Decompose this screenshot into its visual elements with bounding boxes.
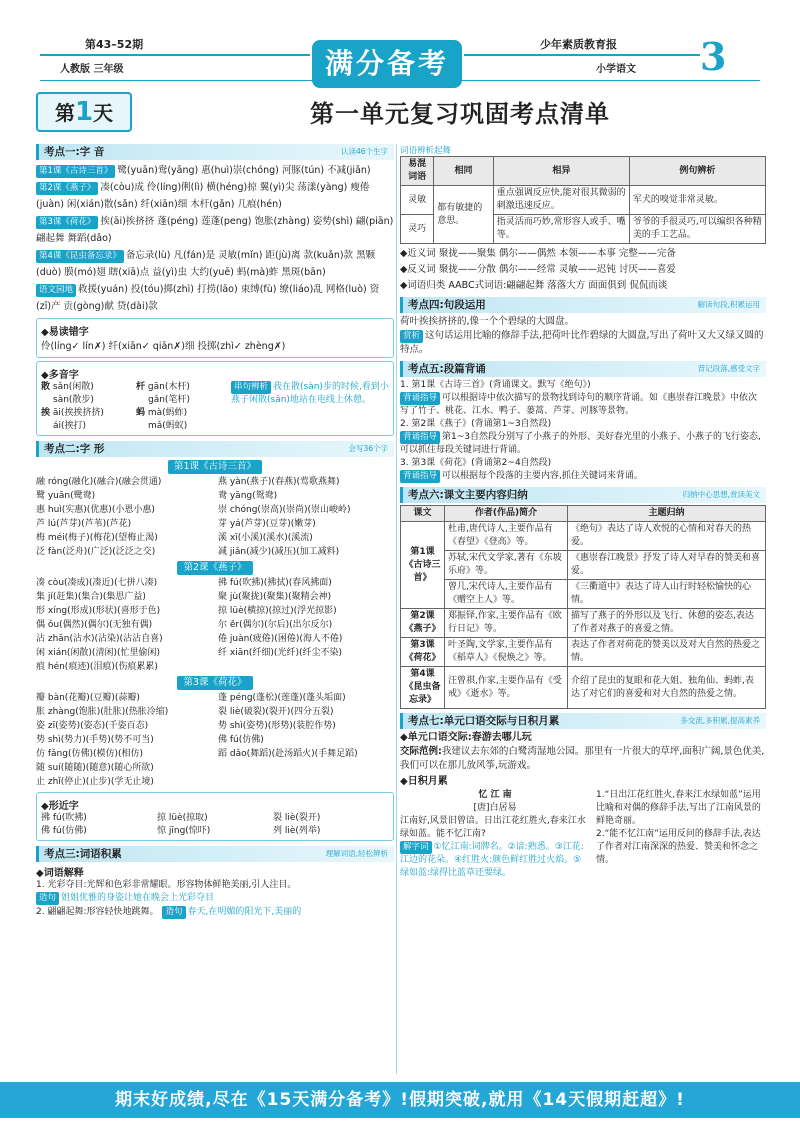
table-header: 相同 xyxy=(434,157,494,186)
guide-text: 可以根据诗中依次描写的景物找到诗句的顺序背诵。如《惠崇春江晚景》中依次写了竹子、桃花、江水、鸭子、蒌蒿、芦芽、河豚等景物。 xyxy=(400,393,758,416)
lesson-heading: 第1课《古诗三首》 xyxy=(168,460,262,474)
word-item: 凑 còu(凑成)(凑近)(七拼八凑) xyxy=(36,578,158,588)
section-oral xyxy=(400,713,766,729)
analysis-item: 1.“日出江花红胜火,春来江水绿如蓝”运用比喻和对偶的修辞手法,写出了江南风景的鲜艳奇丽。 xyxy=(596,790,761,826)
poly-char: 蚂 xyxy=(136,408,146,418)
confusing-chars-text: 伶(líng✓ lín✗) 纤(xiān✓ qiān✗)细 投掷(zhì✓ zhèng✗) xyxy=(41,341,286,352)
word-item: 形 xíng(形成)(形状)(喜形于色) xyxy=(36,606,161,616)
header-divider xyxy=(40,80,760,81)
word-item: 倦 juàn(疲倦)(困倦)(海人不倦) xyxy=(218,634,343,644)
recitation-head: 3. 第3课《荷花》(背诵第2~4自然段) xyxy=(400,458,552,468)
poly-char: 挨 xyxy=(41,408,51,418)
poly-char: 杆 xyxy=(136,382,146,392)
section-title: 考点六:课文主要内容归纳 xyxy=(408,489,528,501)
lesson-label: 语文园地 xyxy=(36,284,76,297)
word-item: 泛 fàn(泛舟)(广泛)(泛泛之交) xyxy=(36,547,156,557)
word-item: 裂 liè(破裂)(裂开)(四分五裂) xyxy=(218,707,334,717)
sentence-quote: 荷叶挨挨挤挤的,像一个个碧绿的大圆盘。 xyxy=(400,316,575,327)
poem-block xyxy=(400,789,766,880)
polyphone-title: ◆多音字 xyxy=(41,370,79,381)
word-item: 随 suí(随随)(随意)(随心所欲) xyxy=(36,763,154,773)
polyphone-item xyxy=(136,407,231,433)
guide-label: 背诵指导 xyxy=(400,431,440,444)
table-row: 第2课《燕子》 郑振铎,作家,主要作品有《欧行日记》等。 描写了燕子的外形以及飞行、休憩的姿态,表达了作者对燕子的喜爱之情。 xyxy=(401,609,766,638)
vocab-item: 1. 光彩夺目:光辉和色彩非常耀眼。形容物体鲜艳美丽,引人注目。 xyxy=(36,880,297,890)
vocab-item: 2. 翩翩起舞:形容轻快地跳舞。 xyxy=(36,907,159,917)
left-column xyxy=(36,144,394,919)
polyphone-item xyxy=(136,381,231,407)
polyphone-item xyxy=(41,381,136,407)
header-rule-right xyxy=(464,54,700,56)
similar-item: 佛 fú(仿佛) xyxy=(41,826,87,836)
word-pattern: ◆词语归类 AABC式词语:翩翩起舞 落落大方 面面俱到 侃侃而谈 xyxy=(400,280,668,291)
similar-item: 裂 liè(裂开) xyxy=(273,813,321,823)
word-item: 势 shì(势力)(手势)(势不可当) xyxy=(36,735,154,745)
word-item: 蹈 dǎo(舞蹈)(赴汤蹈火)(手舞足蹈) xyxy=(218,749,358,759)
list-item xyxy=(36,162,394,179)
summary-table xyxy=(400,505,766,709)
word-item: 集 jí(赶集)(集合)(集思广益) xyxy=(36,592,146,602)
section-title: 考点七:单元口语交际与日积月累 xyxy=(408,715,560,727)
word-item: 闲 xián(闲散)(清闲)(忙里偷闲) xyxy=(36,648,160,658)
poem-author: [唐]白居易 xyxy=(473,803,517,813)
newspaper-name: 少年素质教育报 xyxy=(540,38,617,51)
example-label: 造句 xyxy=(162,906,185,919)
word-item: 掠 lüè(横掠)(掠过)(浮光掠影) xyxy=(218,606,337,616)
lesson-label: 第2课《燕子》 xyxy=(36,182,98,195)
word-item: 芽 yá(芦芽)(豆芽)(嫩芽) xyxy=(218,519,316,529)
list-item xyxy=(36,213,394,247)
table-header: 作者(作品)简介 xyxy=(445,506,568,522)
vocab-list xyxy=(36,879,394,919)
word-item: 惠 huì(实惠)(优惠)(小恩小惠) xyxy=(36,505,155,515)
compare-table xyxy=(400,156,766,244)
issue-number: 第43–52期 xyxy=(85,38,144,51)
section-tag: 理解词语,轻松辨析 xyxy=(325,849,388,858)
example-label: 造句 xyxy=(36,892,59,905)
column-divider xyxy=(396,144,397,1074)
vocab-subtitle: ◆词语解释 xyxy=(36,868,84,879)
table-header: 例句辨析 xyxy=(629,157,765,186)
guide-label: 背诵指导 xyxy=(400,470,440,483)
recitation-list xyxy=(400,379,766,483)
synonyms: ◆近义词 聚拢——聚集 偶尔——偶然 本领——本事 完整——完备 xyxy=(400,248,676,259)
subject-label: 小学语文 xyxy=(596,64,636,75)
poly-a: āi(挨挨挤挤) xyxy=(52,408,104,418)
lesson3-words xyxy=(36,691,394,789)
section-title: 考点一:字 音 xyxy=(44,146,105,158)
poly-char: 散 xyxy=(41,382,51,392)
poem-body: 江南好,风景旧曾谙。日出江花红胜火,春来江水绿如蓝。能不忆江南? xyxy=(400,816,586,839)
analysis-label: 赏析 xyxy=(400,330,423,343)
pinyin-text: 挨(āi)挨挤挤 蓬(péng) 莲蓬(peng) 饱胀(zhàng) 姿势(shì) 翩(piān)翩起舞 舞蹈(dǎo) xyxy=(36,216,394,244)
footer-banner: 期末好成绩,尽在《15天满分备考》!假期突破,就用《14天假期赶超》! xyxy=(0,1082,800,1118)
guide-text: 可以根据每个段落的主要内容,抓住关键词来背诵。 xyxy=(442,471,643,481)
pinyin-text: 备忘录(lù) 凡(fán)是 灵敏(mǐn) 距(jù)离 款(kuǎn)款 黑颗(duò) 膜(mó)翅 瞎(xiā)点 益(yì)虫 大约(yuē) 蚂(mà)蚱 黑斑(bān) xyxy=(36,250,376,278)
table-header: 相异 xyxy=(493,157,629,186)
word-item: 融 róng(融化)(融合)(融会贯通) xyxy=(36,477,162,487)
word-item: 蓬 péng(蓬松)(莲蓬)(蓬头垢面) xyxy=(218,693,346,703)
day-suffix: 天 xyxy=(93,101,114,125)
edition-label: 人教版 三年级 xyxy=(60,64,124,75)
oral-title: ◆单元口语交际:春游去哪儿玩 xyxy=(400,732,532,743)
word-item: 沾 zhān(沾水)(沾染)(沾沾自喜) xyxy=(36,634,163,644)
section-tag: 认读46个生字 xyxy=(340,147,388,156)
section-title: 考点四:句段运用 xyxy=(408,299,486,311)
lesson-label: 第3课《荷花》 xyxy=(36,216,98,229)
word-item: 鹭 yuān(鹭鸯) xyxy=(36,491,96,501)
tip-text: 我在散(sàn)步的时候,看到小燕子闲散(sǎn)地站在电线上休憩。 xyxy=(231,382,389,405)
poly-b: sàn(散步) xyxy=(53,395,94,405)
lesson-heading: 第3课《荷花》 xyxy=(177,676,252,690)
section-tag: 多交流,多积累,提高素养 xyxy=(680,716,760,725)
poly-b: ái(挨打) xyxy=(53,421,87,431)
pinyin-text: 救援(yuán) 投(tóu)掷(zhì) 打捞(lāo) 束缚(fù) 缭(liáo)乱 网格(luò) 资(zī)产 贡(gòng)献 贷(dài)款 xyxy=(36,284,380,312)
similar-chars-title: ◆形近字 xyxy=(41,801,79,812)
word-item: 尔 ěr(偶尔)(尔后)(出尔反尔) xyxy=(218,620,333,630)
table-row: 灵敏 都有敏捷的意思。 重点强调反应快,能对很其微弱的刺激迅速反应。 军犬的嗅觉非常灵敏。 xyxy=(401,186,766,215)
oral-text: 我建议去东郊的白鹭湾湿地公园。那里有一片很大的草坪,面积广阔,景色优美,我们可以在那儿放风筝,玩游戏。 xyxy=(400,746,765,771)
day-prefix: 第 xyxy=(54,101,75,125)
lesson2-words xyxy=(36,576,394,674)
brand-logo: 满分备考 xyxy=(312,40,462,88)
guide-label: 背诵指导 xyxy=(400,392,440,405)
lesson-label: 第4课《昆虫备忘录》 xyxy=(36,250,124,263)
word-item: 止 zhǐ(停止)(止步)(学无止境) xyxy=(36,777,154,787)
confusing-chars-title: ◆易读错字 xyxy=(41,327,89,338)
section-sentence xyxy=(400,297,766,313)
similar-item: 掠 lüè(掠取) xyxy=(157,813,208,823)
section-tag: 背记段落,感受文字 xyxy=(697,364,760,373)
polyphone-grid xyxy=(41,381,231,433)
example-text: 姐姐优雅的身姿让她在晚会上光彩夺目 xyxy=(61,893,215,903)
lesson-label: 第1课《古诗三首》 xyxy=(36,165,115,178)
polyphone-tip xyxy=(231,381,389,433)
list-item xyxy=(36,247,394,281)
word-item: 纤 xiān(纤细)(光纤)(纤尘不染) xyxy=(218,648,342,658)
compare-tag: 词语辨析起舞 xyxy=(400,146,452,156)
note-text: ①忆江南:词牌名。②谙:熟悉。③江花:江边的花朵。④红胜火:颜色鲜红胜过火焰。⑤绿如蓝:绿得比蓝草还要绿。 xyxy=(400,842,584,878)
word-item: 鸯 yāng(鸳鸯) xyxy=(218,491,278,501)
word-item: 姿 zī(姿势)(姿态)(千姿百态) xyxy=(36,721,149,731)
table-row: 曾几,宋代诗人,主要作品有《赠空上人》等。 《三衢道中》表达了诗人山行时轻松愉快的心情。 xyxy=(401,580,766,609)
word-item: 胀 zhàng(饱胀)(肚胀)(热胀冷缩) xyxy=(36,707,169,717)
pronunciation-list xyxy=(36,162,394,315)
word-item: 仿 fǎng(仿佛)(模仿)(相仿) xyxy=(36,749,144,759)
poly-b: mǎ(蚂蚁) xyxy=(148,421,188,431)
list-item xyxy=(36,179,394,213)
section-recitation xyxy=(400,361,766,377)
section-tag: 解读句段,积累运用 xyxy=(697,300,760,309)
similar-item: 惊 jīng(惊吓) xyxy=(157,826,211,836)
page-title: 第一单元复习巩固考点清单 xyxy=(310,100,610,128)
table-header: 易混词语 xyxy=(401,157,434,186)
word-item: 燕 yàn(燕子)(春燕)(莺歌燕舞) xyxy=(218,477,340,487)
header-rule-left xyxy=(40,54,310,56)
day-badge xyxy=(36,92,132,132)
poem-analysis xyxy=(596,789,766,880)
table-row: 灵巧 指灵活而巧妙,常形容人或手、嘴等。 爷爷的手很灵巧,可以编织各种精美的手工艺品。 xyxy=(401,215,766,244)
poly-a: sǎn(闲散) xyxy=(52,382,94,392)
tip-label: 串句辨析 xyxy=(231,381,271,394)
similar-item: 列 liè(列举) xyxy=(273,826,321,836)
right-column xyxy=(400,144,766,880)
similar-item: 拂 fú(吹拂) xyxy=(41,813,87,823)
section-tag: 会写36个字 xyxy=(348,444,388,453)
table-row: 第1课《古诗三首》 杜甫,唐代诗人,主要作品有《春望》《登高》等。 《绝句》表达了诗人欢悦的心情和对春天的热爱。 xyxy=(401,522,766,551)
table-header: 主题归纳 xyxy=(567,506,765,522)
analysis-text: 这句话运用比喻的修辞手法,把荷叶比作碧绿的大圆盘,写出了荷叶又大又绿又圆的特点。 xyxy=(400,330,764,355)
recitation-head: 2. 第2课《燕子》(背诵第1~3自然段) xyxy=(400,419,552,429)
oral-label: 交际范例: xyxy=(400,746,442,757)
word-item: 芦 lú(芦芽)(芦苇)(芦花) xyxy=(36,519,132,529)
word-item: 溪 xī(小溪)(溪水)(溪流) xyxy=(218,533,313,543)
analysis-item: 2.“能不忆江南”运用反问的修辞手法,表达了作者对江南深深的热爱、赞美和怀念之情。 xyxy=(596,829,761,865)
section-writing xyxy=(36,441,394,457)
page-number: 3 xyxy=(700,34,727,79)
table-header: 课文 xyxy=(401,506,445,522)
poem-text-block xyxy=(400,789,590,880)
table-row: 苏轼,宋代文学家,著有《东坡乐府》等。 《惠崇春江晚景》抒发了诗人对早春的赞美和喜爱。 xyxy=(401,551,766,580)
lesson-heading: 第2课《燕子》 xyxy=(177,561,252,575)
section-title: 考点五:段篇背诵 xyxy=(408,363,486,375)
word-item: 势 shì(姿势)(形势)(装腔作势) xyxy=(218,721,336,731)
confusing-chars-box xyxy=(36,318,394,358)
section-pronunciation xyxy=(36,144,394,160)
pinyin-text: 凑(còu)成 伶(líng)俐(lì) 横(héng)掠 翼(yì)尖 荡漾(yàng) 瘦倦(juàn) 闲(xián)散(sǎn) 纤(xiān)细 木杆(gǎn) 几痕(hén) xyxy=(36,182,370,210)
daily-title: ◆日积月累 xyxy=(400,776,448,787)
poly-a: gān(木杆) xyxy=(147,382,190,392)
section-summary xyxy=(400,487,766,503)
example-text: 春天,在明媚的阳光下,美丽的 xyxy=(187,907,302,917)
word-item: 偶 ǒu(偶然)(偶尔)(无独有偶) xyxy=(36,620,153,630)
word-item: 瓣 bàn(花瓣)(豆瓣)(蒜瓣) xyxy=(36,693,140,703)
word-item: 拂 fú(吹拂)(拂拭)(春风拂面) xyxy=(218,578,332,588)
list-item xyxy=(36,281,394,315)
word-item: 减 jiǎn(减少)(减压)(加工减料) xyxy=(218,547,340,557)
day-number: 1 xyxy=(74,97,94,127)
word-item: 聚 jù(聚拢)(聚集)(聚精会神) xyxy=(218,592,332,602)
word-item: 梅 méi(梅子)(梅花)(望梅止渴) xyxy=(36,533,158,543)
word-item: 痕 hén(痕迹)(泪痕)(伤痕累累) xyxy=(36,662,158,672)
section-vocab xyxy=(36,846,394,862)
poly-a: mà(蚂蚱) xyxy=(147,408,188,418)
section-title: 考点三:词语积累 xyxy=(44,848,122,860)
lesson1-words xyxy=(36,475,394,559)
antonyms: ◆反义词 聚拢——分散 偶尔——经常 灵敏——迟钝 讨厌——喜爱 xyxy=(400,264,676,275)
poly-b: gǎn(笔杆) xyxy=(148,395,190,405)
note-label: 解字词 xyxy=(400,841,432,854)
similar-chars-box xyxy=(36,792,394,841)
pinyin-text: 鹭(yuān)鸯(yāng) 惠(huì)崇(chóng) 河豚(tún) 不减(jiǎn) xyxy=(117,165,371,176)
guide-text: 第1~3自然段分别写了小燕子的外形、美好春光里的小燕子、小燕子的飞行姿态,可以抓住每段关键词进行背诵。 xyxy=(400,432,761,455)
word-item: 佛 fú(仿佛) xyxy=(218,735,264,745)
table-row: 第4课《昆虫备忘录》 汪曾祺,作家,主要作品有《受戒》《逝水》等。 介绍了昆虫的复眼和花大姐、独角仙、蚂蚱,表达了对它们的喜爱和对大自然的热爱之情。 xyxy=(401,667,766,709)
table-row: 第3课《荷花》 叶圣陶,文学家,主要作品有《稻草人》《倪焕之》等。 表达了作者对荷花的赞美以及对大自然的热爱之情。 xyxy=(401,638,766,667)
word-item: 崇 chóng(崇高)(崇尚)(崇山峻岭) xyxy=(218,505,351,515)
section-tag: 归纳中心思想,赏读美文 xyxy=(682,490,760,499)
polyphone-item xyxy=(41,407,136,433)
polyphone-box xyxy=(36,361,394,436)
recitation-head: 1. 第1课《古诗三首》(背诵课文。默写《绝句》) xyxy=(400,380,591,390)
section-title: 考点二:字 形 xyxy=(44,443,105,455)
poem-title: 忆 江 南 xyxy=(478,790,512,800)
